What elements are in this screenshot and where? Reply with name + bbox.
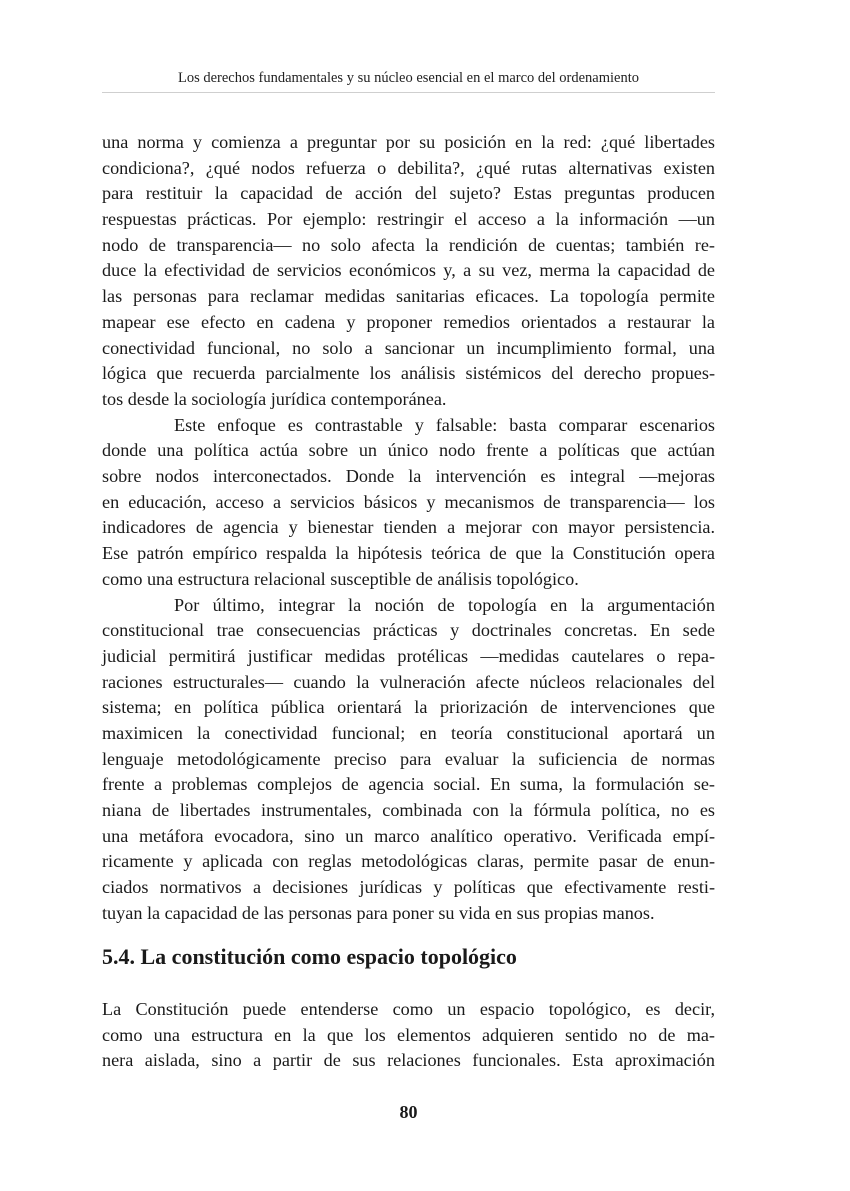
text-line: como una estructura relacional susceptible de análisis topológico. <box>102 568 579 589</box>
text-line: maximicen la conectividad funcional; en teoría constitucional aportará un <box>102 723 715 744</box>
text-line: constitucional trae consecuencias prácticas y doctrinales concretas. En sede <box>102 620 715 641</box>
text-line: respuestas prácticas. Por ejemplo: restringir el acceso a la información —un <box>102 209 715 230</box>
text-line: como una estructura en la que los elementos adquieren sentido no de ma- <box>102 1024 715 1045</box>
section-paragraph <box>102 997 715 1074</box>
paragraph-1 <box>102 130 715 413</box>
header-divider <box>102 92 715 93</box>
text-line: conectividad funcional, no solo a sancionar un incumplimiento formal, una <box>102 337 715 358</box>
text-line: lógica que recuerda parcialmente los análisis sistémicos del derecho propues- <box>102 363 715 384</box>
text-line: duce la efectividad de servicios económicos y, a su vez, merma la capacidad de <box>102 260 715 281</box>
text-line: nodo de transparencia— no solo afecta la rendición de cuentas; también re- <box>102 234 715 255</box>
text-line: sobre nodos interconectados. Donde la intervención es integral —mejoras <box>102 466 715 487</box>
text-line: judicial permitirá justificar medidas protélicas —medidas cautelares o repa- <box>102 645 715 666</box>
text-line: condiciona?, ¿qué nodos refuerza o debilita?, ¿qué rutas alternativas existen <box>102 157 715 178</box>
text-line: nera aislada, sino a partir de sus relaciones funcionales. Esta aproximación <box>102 1050 715 1071</box>
text-line: Por último, integrar la noción de topología en la argumentación <box>174 594 715 615</box>
text-line: mapear ese efecto en cadena y proponer remedios orientados a restaurar la <box>102 311 715 332</box>
text-line: las personas para reclamar medidas sanitarias eficaces. La topología permite <box>102 286 715 307</box>
text-line: lenguaje metodológicamente preciso para evaluar la suficiencia de normas <box>102 748 715 769</box>
text-line: La Constitución puede entenderse como un espacio topológico, es decir, <box>102 999 715 1019</box>
text-line: frente a problemas complejos de agencia social. En suma, la formulación se- <box>102 774 715 795</box>
text-line: en educación, acceso a servicios básicos y mecanismos de transparencia— los <box>102 491 715 512</box>
text-line: sistema; en política pública orientará la priorización de intervenciones que <box>102 697 715 718</box>
text-line: Este enfoque es contrastable y falsable: basta comparar escenarios <box>174 414 715 435</box>
text-line: una metáfora evocadora, sino un marco analítico operativo. Verificada empí- <box>102 825 715 846</box>
paragraph-3 <box>102 593 715 927</box>
text-line: ciados normativos a decisiones jurídicas y políticas que efectivamente resti- <box>102 877 715 898</box>
text-line: tos desde la sociología jurídica contemporánea. <box>102 388 447 409</box>
text-line: indicadores de agencia y bienestar tienden a mejorar con mayor persistencia. <box>102 517 715 538</box>
text-line: donde una política actúa sobre un único nodo frente a políticas que actúan <box>102 440 715 461</box>
section-heading: 5.4. La constitución como espacio topológico <box>102 944 517 969</box>
page-number: 80 <box>399 1102 418 1122</box>
running-header: Los derechos fundamentales y su núcleo esencial en el marco del ordenamiento <box>177 70 639 86</box>
text-line: una norma y comienza a preguntar por su posición en la red: ¿qué libertades <box>102 132 715 152</box>
text-line: ricamente y aplicada con reglas metodológicas claras, permite pasar de enun- <box>102 851 715 872</box>
text-line: raciones estructurales— cuando la vulneración afecte núcleos relacionales del <box>102 671 715 692</box>
text-line: Ese patrón empírico respalda la hipótesis teórica de que la Constitución opera <box>102 543 715 564</box>
text-line: niana de libertades instrumentales, combinada con la fórmula política, no es <box>102 800 715 821</box>
paragraph-2 <box>102 413 715 593</box>
text-line: tuyan la capacidad de las personas para poner su vida en sus propias manos. <box>102 902 655 923</box>
text-line: para restituir la capacidad de acción del sujeto? Estas preguntas producen <box>102 183 715 204</box>
